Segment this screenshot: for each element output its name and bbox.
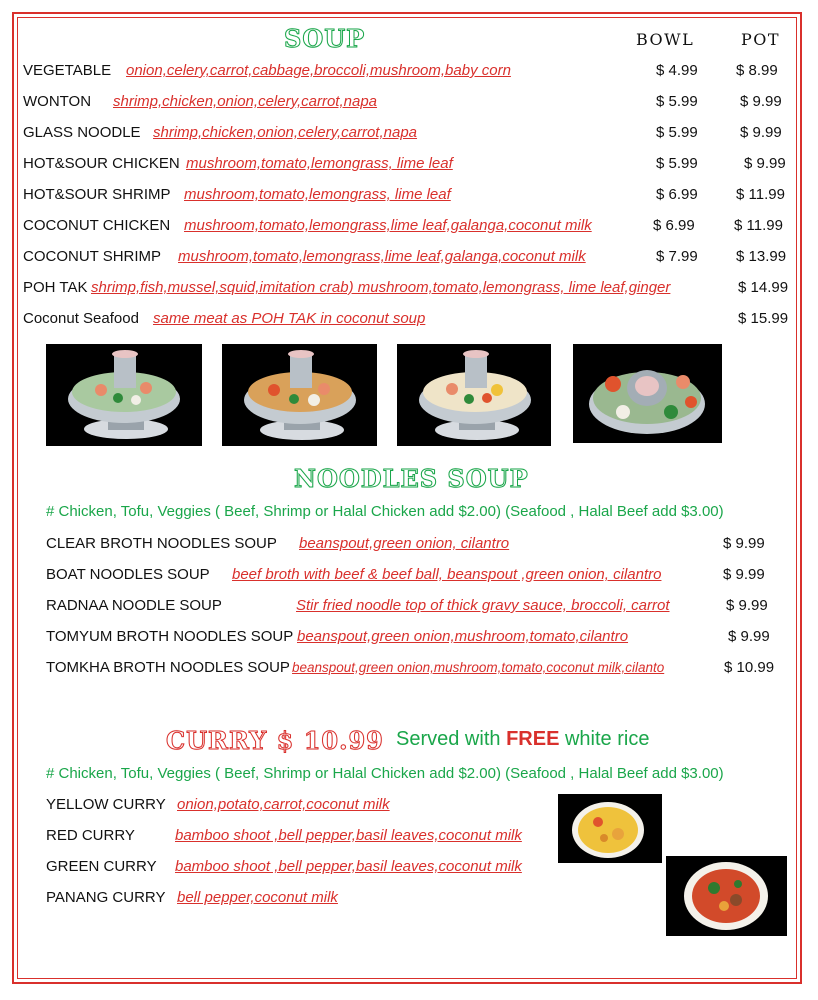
item-description: bamboo shoot ,bell pepper,basil leaves,coconut milk xyxy=(175,827,522,844)
curry-title: CURRY $ 10.99 xyxy=(166,726,384,755)
item-price: $ 9.99 xyxy=(726,597,768,614)
curry-item-red xyxy=(46,825,566,847)
pot-price: $ 9.99 xyxy=(740,93,782,110)
item-name: CLEAR BROTH NOODLES SOUP xyxy=(46,535,277,552)
soup-item-vegetable xyxy=(23,60,793,82)
item-name: GREEN CURRY xyxy=(46,858,157,875)
bowl-price: $ 5.99 xyxy=(656,93,698,110)
item-price: $ 9.99 xyxy=(723,566,765,583)
hot-pot-icon xyxy=(46,344,202,446)
item-name: RADNAA NOODLE SOUP xyxy=(46,597,222,614)
item-name: VEGETABLE xyxy=(23,62,112,79)
noodle-item-clear-broth xyxy=(46,533,796,555)
bowl-price: $ 5.99 xyxy=(656,124,698,141)
pot-price: $ 11.99 xyxy=(734,217,783,234)
item-name: WONTON xyxy=(23,93,92,110)
curry-item-green xyxy=(46,856,566,878)
soup-item-wonton xyxy=(23,91,793,113)
item-description: beanspout,green onion, cilantro xyxy=(299,535,510,552)
item-description: beanspout,green onion,mushroom,tomato,cilantro xyxy=(297,628,629,645)
red-curry-photo xyxy=(666,856,787,936)
soup-item-coconut-seafood xyxy=(23,308,793,330)
served-text-pre: Served with xyxy=(396,728,507,750)
pot-price: $ 9.99 xyxy=(744,155,786,172)
bowl-price: $ 4.99 xyxy=(656,62,698,79)
item-name: RED CURRY xyxy=(46,827,135,844)
item-price: $ 9.99 xyxy=(728,628,770,645)
soup-item-poh-tak xyxy=(23,277,793,299)
item-description: mushroom,tomato,lemongrass,lime leaf,galanga,coconut milk xyxy=(184,217,592,234)
hot-pot-photo-coconut xyxy=(397,344,551,446)
item-name: HOT&SOUR SHRIMP xyxy=(23,186,171,203)
item-description: onion,celery,carrot,cabbage,broccoli,mushroom,baby corn xyxy=(126,62,511,79)
bowl-price: $ 6.99 xyxy=(653,217,695,234)
curry-bowl-icon xyxy=(558,794,662,863)
item-description: beanspout,green onion,mushroom,tomato,coconut milk,cilanto xyxy=(292,660,665,675)
item-price: $ 10.99 xyxy=(724,659,775,676)
item-name: BOAT NOODLES SOUP xyxy=(46,566,210,583)
pot-price: $ 11.99 xyxy=(736,186,785,203)
curry-protein-note: # Chicken, Tofu, Veggies ( Beef, Shrimp or Halal Chicken add $2.00) (Seafood , Halal Beef add $3.00) xyxy=(46,765,724,782)
hot-pot-icon xyxy=(222,344,377,446)
served-with-rice xyxy=(396,728,649,751)
bowl-price: $ 6.99 xyxy=(656,186,698,203)
item-description: mushroom,tomato,lemongrass, lime leaf xyxy=(184,186,451,203)
bowl-price: $ 7.99 xyxy=(656,248,698,265)
item-name: TOMYUM BROTH NOODLES SOUP xyxy=(46,628,294,645)
item-name: Coconut Seafood xyxy=(23,310,139,327)
item-name: PANANG CURRY xyxy=(46,889,166,906)
hot-pot-icon xyxy=(397,344,551,446)
soup-item-coconut-shrimp xyxy=(23,246,793,268)
item-description: shrimp,chicken,onion,celery,carrot,napa xyxy=(153,124,418,141)
curry-item-panang xyxy=(46,887,566,909)
item-name: COCONUT SHRIMP xyxy=(23,248,162,265)
noodle-item-radnaa xyxy=(46,595,796,617)
item-description: Stir fried noodle top of thick gravy sauce, broccoli, carrot xyxy=(296,597,670,614)
item-name: HOT&SOUR CHICKEN xyxy=(23,155,180,172)
soup-title: SOUP xyxy=(284,24,366,53)
soup-item-hot-sour-shrimp xyxy=(23,184,793,206)
item-description: mushroom,tomato,lemongrass, lime leaf xyxy=(186,155,453,172)
item-name: GLASS NOODLE xyxy=(23,124,141,141)
hot-pot-photo-tom-yum xyxy=(222,344,377,446)
bowl-column-header: BOWL xyxy=(636,30,695,49)
soup-item-hot-sour-chicken xyxy=(23,153,793,175)
hot-pot-photo-vegetable xyxy=(46,344,202,446)
hot-pot-icon xyxy=(573,344,722,443)
item-description: bamboo shoot ,bell pepper,basil leaves,coconut milk xyxy=(175,858,522,875)
curry-item-yellow xyxy=(46,794,566,816)
item-name: COCONUT CHICKEN xyxy=(23,217,171,234)
item-name: POH TAK xyxy=(23,279,88,296)
free-badge: FREE xyxy=(506,728,560,750)
item-description: mushroom,tomato,lemongrass,lime leaf,galanga,coconut milk xyxy=(178,248,586,265)
hot-pot-photo-seafood xyxy=(573,344,722,443)
pot-price: $ 14.99 xyxy=(738,279,789,296)
item-description: bell pepper,coconut milk xyxy=(177,889,338,906)
noodle-item-boat xyxy=(46,564,796,586)
soup-item-coconut-chicken xyxy=(23,215,793,237)
item-description: beef broth with beef & beef ball, beanspout ,green onion, cilantro xyxy=(232,566,662,583)
item-description: onion,potato,carrot,coconut milk xyxy=(177,796,390,813)
pot-price: $ 9.99 xyxy=(740,124,782,141)
item-description: shrimp,chicken,onion,celery,carrot,napa xyxy=(113,93,378,110)
item-price: $ 9.99 xyxy=(723,535,765,552)
pot-price: $ 13.99 xyxy=(736,248,787,265)
item-description: shrimp,fish,mussel,squid,imitation crab) mushroom,tomato,lemongrass, lime leaf,ginger xyxy=(91,279,671,296)
noodles-protein-note: # Chicken, Tofu, Veggies ( Beef, Shrimp or Halal Chicken add $2.00) (Seafood , Halal Beef add $3.00) xyxy=(46,503,724,520)
pot-price: $ 8.99 xyxy=(736,62,778,79)
yellow-curry-photo xyxy=(558,794,662,863)
item-name: TOMKHA BROTH NOODLES SOUP xyxy=(46,659,290,676)
pot-price: $ 15.99 xyxy=(738,310,789,327)
served-text-post: white rice xyxy=(559,728,650,750)
pot-column-header: POT xyxy=(741,30,781,49)
bowl-price: $ 5.99 xyxy=(656,155,698,172)
noodle-item-tomyum xyxy=(46,626,796,648)
item-description: same meat as POH TAK in coconut soup xyxy=(153,310,426,327)
soup-item-glass-noodle xyxy=(23,122,793,144)
noodle-item-tomkha xyxy=(46,657,796,679)
curry-bowl-icon xyxy=(666,856,787,936)
item-name: YELLOW CURRY xyxy=(46,796,166,813)
noodles-soup-title: NOODLES SOUP xyxy=(294,464,529,493)
